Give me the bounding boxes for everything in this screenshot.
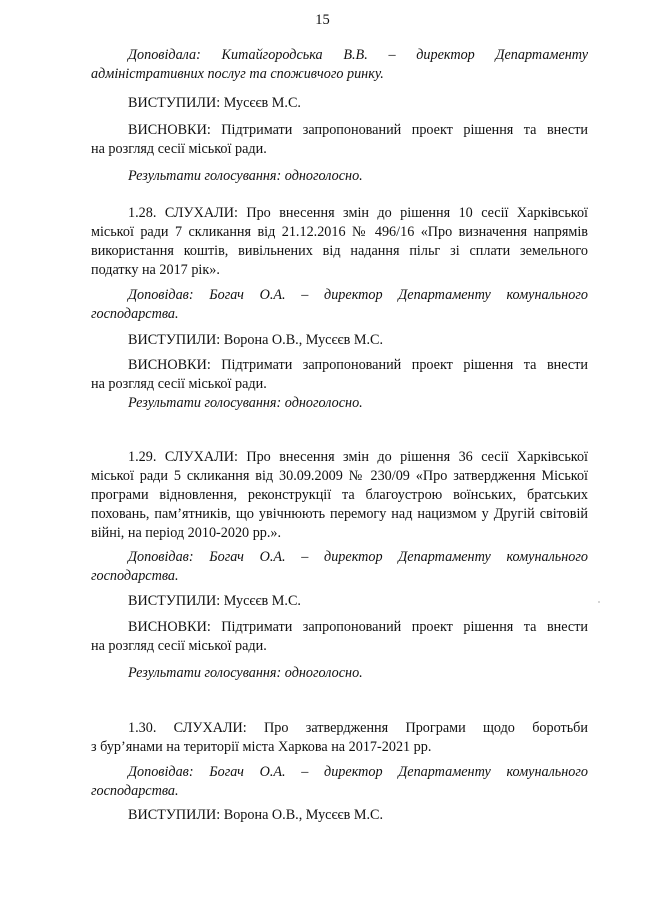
reporter-line: Доповідав: Богач О.А. – директор Департаменту комунального <box>128 549 588 565</box>
page-number: 15 <box>315 12 330 28</box>
vote-result: Результати голосування: одноголосно. <box>128 168 363 184</box>
conclusion-line: на розгляд сесії міської ради. <box>91 376 267 392</box>
conclusion-line: ВИСНОВКИ: Підтримати запропонований проект рішення та внести <box>128 619 588 635</box>
speakers-line: ВИСТУПИЛИ: Мусєєв М.С. <box>128 95 301 111</box>
conclusion-line: на розгляд сесії міської ради. <box>91 141 267 157</box>
speakers-line: ВИСТУПИЛИ: Мусєєв М.С. <box>128 593 301 609</box>
speakers-line: ВИСТУПИЛИ: Ворона О.В., Мусєєв М.С. <box>128 807 384 823</box>
agenda-item-heading: 1.29. СЛУХАЛИ: Про внесення змін до рішення 36 сесії Харківської <box>128 449 588 465</box>
reporter-line: господарства. <box>91 568 179 584</box>
agenda-item-heading: 1.28. СЛУХАЛИ: Про внесення змін до рішення 10 сесії Харківської <box>128 205 588 221</box>
agenda-item-heading: поховань, пам’ятників, що увічнюють перемогу над нацизмом у Другій світовій <box>91 506 588 522</box>
agenda-item-heading: війні, на період 2010-2020 рр.». <box>91 525 282 541</box>
vote-result: Результати голосування: одноголосно. <box>128 665 363 681</box>
reporter-line: Доповідав: Богач О.А. – директор Департаменту комунального <box>128 287 588 303</box>
conclusion-line: ВИСНОВКИ: Підтримати запропонований проект рішення та внести <box>128 122 588 138</box>
reporter-line: Доповідав: Богач О.А. – директор Департаменту комунального <box>128 764 588 780</box>
agenda-item-heading: податку на 2017 рік». <box>91 262 220 278</box>
agenda-item-heading: міської ради 5 скликання від 30.09.2009 № 230/09 «Про затвердження Міської <box>91 468 588 484</box>
agenda-item-heading: програми відновлення, реконструкції та благоустрою воїнських, братських <box>91 487 588 503</box>
reporter-line: Доповідала: Китайгородська В.В. – директор Департаменту <box>128 47 588 63</box>
reporter-line: адміністративних послуг та споживчого ринку. <box>91 66 384 82</box>
speakers-line: ВИСТУПИЛИ: Ворона О.В., Мусєєв М.С. <box>128 332 384 348</box>
vote-result: Результати голосування: одноголосно. <box>128 395 363 411</box>
reporter-line: господарства. <box>91 306 179 322</box>
agenda-item-heading: використання коштів, вивільнених від надання пільг зі сплати земельного <box>91 243 588 259</box>
scan-speck <box>598 601 600 603</box>
conclusion-line: ВИСНОВКИ: Підтримати запропонований проект рішення та внести <box>128 357 588 373</box>
conclusion-line: на розгляд сесії міської ради. <box>91 638 267 654</box>
agenda-item-heading: з бур’янами на території міста Харкова на 2017-2021 рр. <box>91 739 432 755</box>
agenda-item-heading: міської ради 7 скликання від 21.12.2016 № 496/16 «Про визначення напрямів <box>91 224 588 240</box>
reporter-line: господарства. <box>91 783 179 799</box>
agenda-item-heading: 1.30. СЛУХАЛИ: Про затвердження Програми щодо боротьби <box>128 720 588 736</box>
